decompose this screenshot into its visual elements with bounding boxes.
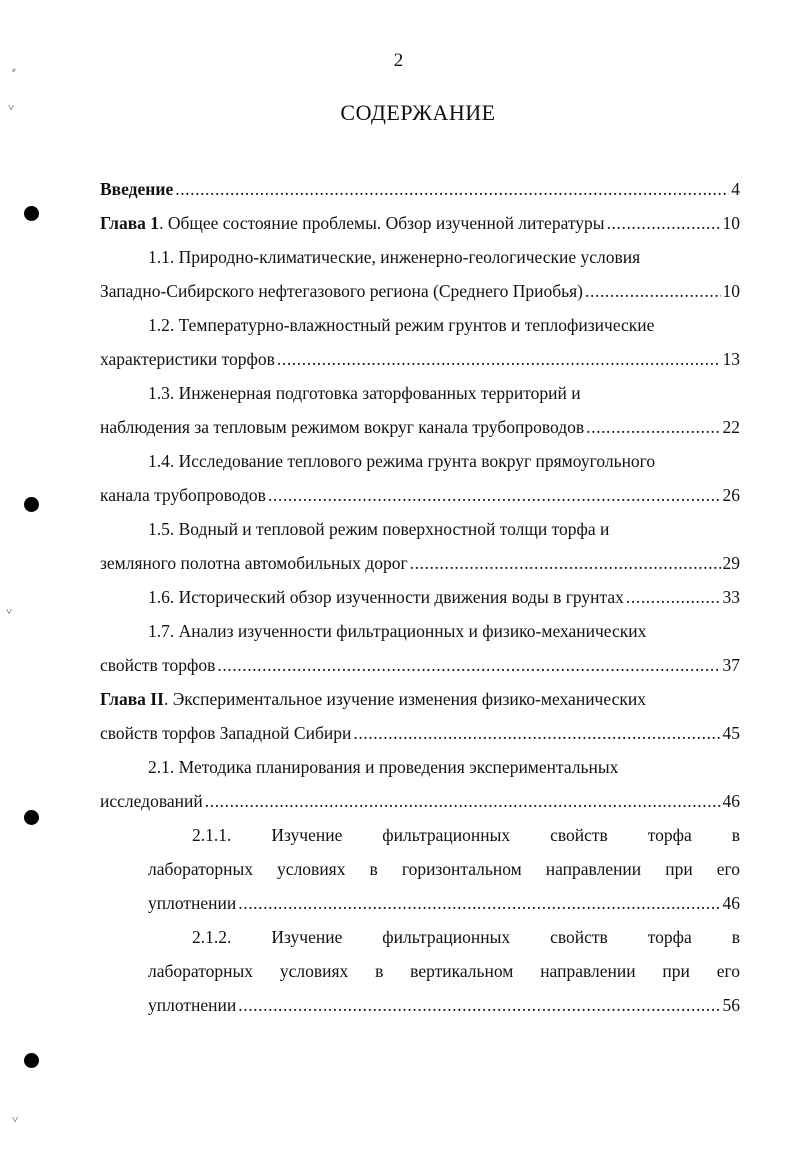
toc-entry-1-1[interactable] <box>100 240 740 308</box>
toc-entry-title: 2.1.2. Изучение фильтрационных свойств торфа в <box>192 927 740 947</box>
dot-leader <box>353 716 720 750</box>
toc-entry-title: 2.1. Методика планирования и проведения экспериментальных <box>148 757 619 777</box>
dot-leader <box>205 784 721 818</box>
toc-entry-title: 1.6. Исторический обзор изученности движения воды в грунтах <box>148 587 624 607</box>
toc-page-number: 45 <box>722 723 740 743</box>
toc-page-number: 56 <box>722 995 740 1015</box>
toc-entry-1-3[interactable] <box>100 376 740 444</box>
chapter-label: Глава 1 <box>100 213 160 233</box>
toc-page-number: 10 <box>722 281 740 301</box>
dot-leader <box>585 274 721 308</box>
toc-entry-title-cont: канала трубопроводов <box>100 485 266 505</box>
dot-leader <box>217 648 720 682</box>
toc-entry-title: 1.5. Водный и тепловой режим поверхностной толщи торфа и <box>148 519 610 539</box>
toc-entry-title-cont: свойств торфов Западной Сибири <box>100 723 352 743</box>
toc-entry-title-cont: наблюдения за тепловым режимом вокруг канала трубопроводов <box>100 417 585 437</box>
scan-speck: ⸗ <box>12 64 16 76</box>
binder-hole <box>24 206 39 221</box>
toc-page-number: 26 <box>722 485 740 505</box>
toc-entry-title: 1.2. Температурно-влажностный режим грунтов и теплофизические <box>148 315 655 335</box>
toc-entry-title-cont: Западно-Сибирского нефтегазового региона (Среднего Приобья) <box>100 281 583 301</box>
toc-entry-title: 1.7. Анализ изученности фильтрационных и физико-механических <box>148 621 647 641</box>
toc-page-number: 4 <box>731 179 740 199</box>
dot-leader <box>238 988 720 1022</box>
toc-entry-title: . Общее состояние проблемы. Обзор изученной литературы <box>159 213 605 233</box>
toc-entry-1-4[interactable] <box>100 444 740 512</box>
toc-entry-title-cont: лабораторных условиях в горизонтальном направлении при его <box>148 859 740 879</box>
dot-leader <box>410 546 721 580</box>
toc-page-number: 22 <box>722 417 740 437</box>
dot-leader <box>626 580 721 614</box>
toc-entry-title-cont: земляного полотна автомобильных дорог <box>100 553 408 573</box>
chapter-label: Глава II <box>100 689 164 709</box>
scan-speck: ˅ <box>8 102 15 114</box>
toc-page-number: 13 <box>722 349 740 369</box>
toc-entry-title-cont: свойств торфов <box>100 655 216 675</box>
toc-entry-title: 1.1. Природно-климатические, инженерно-геологические условия <box>148 247 641 267</box>
toc-entry-chapter-1[interactable] <box>100 206 740 240</box>
toc-entry-1-7[interactable] <box>100 614 740 682</box>
dot-leader <box>268 478 721 512</box>
toc-entry-title: 1.4. Исследование теплового режима грунта вокруг прямоугольного <box>148 451 656 471</box>
toc-entry-1-2[interactable] <box>100 308 740 376</box>
toc-entry-introduction[interactable] <box>100 172 740 206</box>
scan-speck: ˅ <box>6 606 13 618</box>
toc-entry-title-cont: характеристики торфов <box>100 349 275 369</box>
toc-entry-title-cont: уплотнении <box>148 995 237 1015</box>
toc-entry-title-cont: уплотнении <box>148 893 237 913</box>
toc-page-number: 46 <box>722 791 740 811</box>
toc-page-number: 46 <box>722 893 740 913</box>
binder-hole <box>24 810 39 825</box>
dot-leader <box>175 172 729 206</box>
toc-entry-chapter-2[interactable] <box>100 682 740 750</box>
toc-entry-title-cont: лабораторных условиях в вертикальном направлении при его <box>148 961 740 981</box>
toc-page-number: 37 <box>722 655 740 675</box>
dot-leader <box>238 886 720 920</box>
toc-entry-title: 2.1.1. Изучение фильтрационных свойств торфа в <box>192 825 740 845</box>
toc-entry-title: 1.3. Инженерная подготовка заторфованных территорий и <box>148 383 581 403</box>
binder-hole <box>24 1053 39 1068</box>
toc-page-number: 33 <box>722 587 740 607</box>
toc-entry-1-5[interactable] <box>100 512 740 580</box>
page-number: 2 <box>393 50 404 71</box>
page-title: СОДЕРЖАНИЕ <box>340 100 496 125</box>
dot-leader <box>607 206 721 240</box>
dot-leader <box>277 342 721 376</box>
toc-entry-title: Введение <box>100 179 174 199</box>
toc-entry-1-6[interactable] <box>100 580 740 614</box>
toc-page-number: 10 <box>722 213 740 233</box>
toc-entry-2-1-1[interactable] <box>148 818 740 920</box>
scan-speck: ˅ <box>12 1114 19 1126</box>
toc-entry-2-1[interactable] <box>100 750 740 818</box>
toc-entry-2-1-2[interactable] <box>148 920 740 1022</box>
binder-hole <box>24 497 39 512</box>
toc-entry-title: . Экспериментальное изучение изменения физико-механических <box>163 689 646 709</box>
toc-page-number: 29 <box>722 553 740 573</box>
toc-entry-title-cont: исследований <box>100 791 203 811</box>
dot-leader <box>586 410 720 444</box>
